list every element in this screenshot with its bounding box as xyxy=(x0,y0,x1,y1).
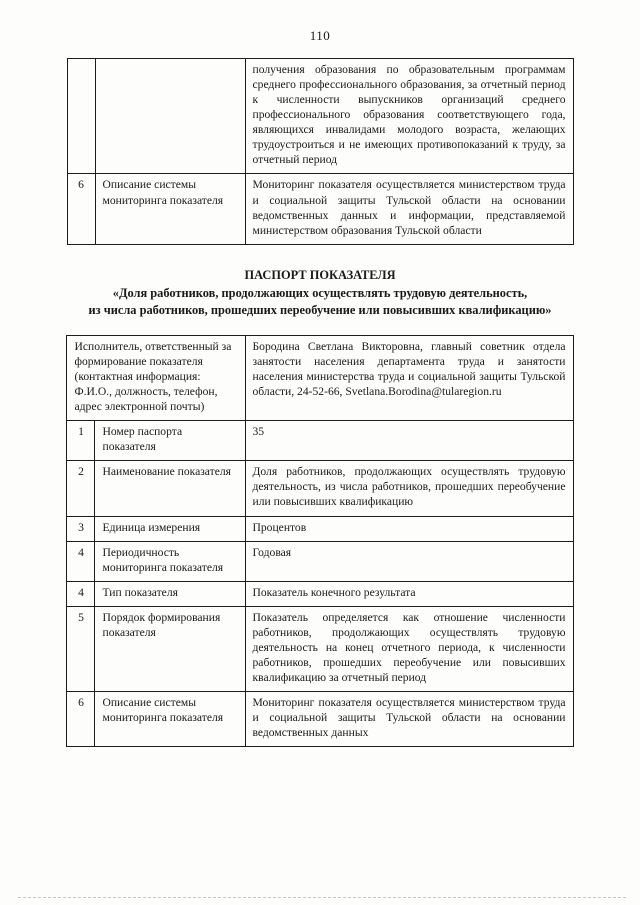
row-value-cell: Мониторинг показателя осуществляется министерством труда и социальной защиты Тульской области на основании ведомственных данных и информации, представляемой министерством образования Тульской области xyxy=(245,174,573,244)
row-value-cell: Показатель определяется как отношение численности работников, продолжающих осуществлять трудовую деятельность на конец отчетного периода, к численности работников, прошедших переобучение или повысивших квалификацию за отчетный период xyxy=(245,606,573,691)
row-value-cell: 35 xyxy=(245,421,573,461)
table-header-row xyxy=(67,335,573,420)
row-value-cell: Мониторинг показателя осуществляется министерством труда и социальной защиты Тульской области на основании ведомственных данных xyxy=(245,692,573,747)
row-label-cell: Периодичность мониторинга показателя xyxy=(95,541,245,581)
indicator-passport-table xyxy=(0,335,640,747)
row-number-cell: 1 xyxy=(67,421,95,461)
row-value-cell: получения образования по образовательным программам среднего профессионального образования, за отчетный период к численности выпускников организаций среднего профессионального образования соответствующего года, являющихся инвалидами молодого возраста, желающих трудоустроиться и не имеющих противопоказаний к труду, за отчетный период xyxy=(245,59,573,174)
table-row xyxy=(67,692,573,747)
row-number-cell: 2 xyxy=(67,461,95,516)
row-value-cell: Показатель конечного результата xyxy=(245,581,573,606)
row-label-cell: Порядок формирования показателя xyxy=(95,606,245,691)
row-label-cell: Описание системы мониторинга показателя xyxy=(95,174,245,244)
row-label-cell: Наименование показателя xyxy=(95,461,245,516)
row-value-cell: Процентов xyxy=(245,516,573,541)
row-value-cell: Годовая xyxy=(245,541,573,581)
table-row xyxy=(67,174,573,244)
table-previous-indicator xyxy=(67,58,574,245)
page-number: 110 xyxy=(309,28,331,43)
passport-heading xyxy=(0,267,640,319)
table-row xyxy=(67,581,573,606)
table-row xyxy=(67,516,573,541)
row-label-cell: Номер паспорта показателя xyxy=(95,421,245,461)
row-number-cell: 4 xyxy=(67,541,95,581)
table-row xyxy=(67,421,573,461)
row-number-cell xyxy=(67,59,95,174)
passport-title: ПАСПОРТ ПОКАЗАТЕЛЯ xyxy=(244,267,396,282)
row-label-cell: Единица измерения xyxy=(95,516,245,541)
row-number-cell: 3 xyxy=(67,516,95,541)
executor-value-cell: Бородина Светлана Викторовна, главный советник отдела занятости населения департамента труда и занятости населения министерства труда и социальной защиты Тульской области, 24-52-66, Svetlana.Borodina@tularegion.ru xyxy=(245,335,573,420)
row-label-cell: Описание системы мониторинга показателя xyxy=(95,692,245,747)
indicator-table-continuation xyxy=(0,58,640,245)
table-row xyxy=(67,606,573,691)
row-number-cell: 6 xyxy=(67,692,95,747)
row-value-cell: Доля работников, продолжающих осуществлять трудовую деятельность, из числа работников, прошедших переобучение или повысивших квалификацию xyxy=(245,461,573,516)
row-number-cell: 5 xyxy=(67,606,95,691)
executor-label-cell: Исполнитель, ответственный за формирование показателя (контактная информация: Ф.И.О., должность, телефон, адрес электронной почты) xyxy=(67,335,245,420)
table-indicator-passport xyxy=(66,335,573,747)
passport-subtitle-line1: «Доля работников, продолжающих осуществлять трудовую деятельность, xyxy=(112,286,528,301)
table-row xyxy=(67,541,573,581)
row-label-cell xyxy=(95,59,245,174)
row-label-cell: Тип показателя xyxy=(95,581,245,606)
row-number-cell: 6 xyxy=(67,174,95,244)
table-row xyxy=(67,59,573,174)
scan-artifact-line xyxy=(18,897,626,898)
table-row xyxy=(67,461,573,516)
row-number-cell: 4 xyxy=(67,581,95,606)
passport-subtitle-line2: из числа работников, прошедших переобучение или повысивших квалификацию» xyxy=(88,303,552,318)
